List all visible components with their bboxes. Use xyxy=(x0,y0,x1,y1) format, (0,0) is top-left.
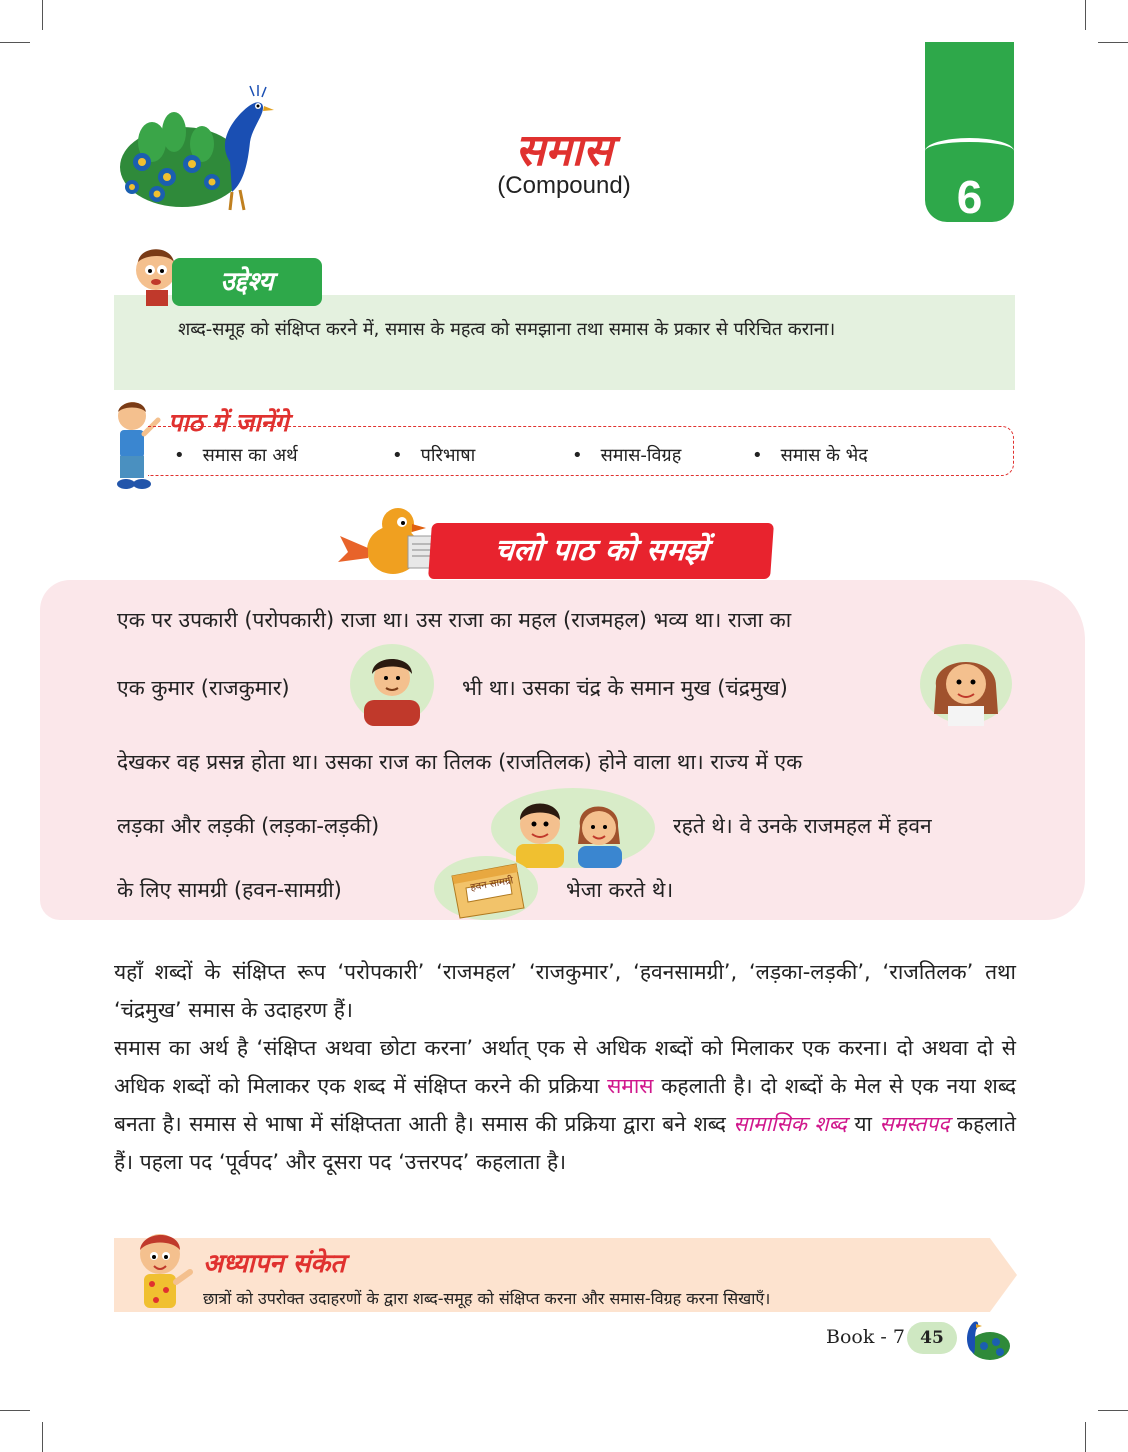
story-line: एक कुमार (राजकुमार) xyxy=(117,676,290,700)
teaching-hint-text: छात्रों को उपरोक्त उदाहरणों के द्वारा शब्द-समूह को संक्षिप्त करना और समास-विग्रह करना सिखाएँ। xyxy=(203,1289,771,1308)
paragraph-text: या xyxy=(854,1112,872,1136)
lesson-topic-item: • समास के भेद xyxy=(752,443,868,467)
story-line: भेजा करते थे। xyxy=(566,878,674,902)
peacock-small-icon xyxy=(956,1316,1012,1364)
term-samasik-shabd: सामासिक शब्द xyxy=(733,1112,847,1136)
crop-mark xyxy=(1098,42,1128,43)
teaching-hint-label: अध्यापन संकेत xyxy=(203,1249,346,1279)
tab-divider xyxy=(925,138,1014,164)
chapter-tab xyxy=(925,42,1014,222)
term-samastpad: समस्तपद xyxy=(879,1112,950,1136)
chapter-number: 6 xyxy=(956,171,983,223)
lesson-topic-item: • परिभाषा xyxy=(392,443,475,467)
moon-face-girl-illustration xyxy=(918,642,1014,726)
crop-mark xyxy=(1085,0,1086,30)
term-samas: समास xyxy=(607,1074,654,1098)
lesson-topic-item: • समास-विग्रह xyxy=(572,443,681,467)
prince-illustration xyxy=(348,642,436,726)
story-line: रहते थे। वे उनके राजमहल में हवन xyxy=(673,814,932,838)
story-line: लड़का और लड़की (लड़का-लड़की) xyxy=(117,814,380,838)
paragraph-text: कहलाते हैं। पहला पद ‘पूर्वपद’ और दूसरा पद ‘उत्तरपद’ कहलाता है। xyxy=(114,1112,1016,1174)
explanation-paragraph-1: यहाँ शब्दों के संक्षिप्त रूप ‘परोपकारी’ ‘राजमहल’ ‘राजकुमार’, ‘हवनसामग्री’, ‘लड़का-लड़की’, ‘राजतिलक’ तथा ‘चंद्रमुख’ समास के उदाहरण हैं। xyxy=(114,960,1016,1022)
lesson-topic-item: • समास का अर्थ xyxy=(174,443,298,467)
lesson-topics-label: पाठ में जानेंगे xyxy=(168,408,289,437)
story-line: भी था। उसका चंद्र के समान मुख (चंद्रमुख) xyxy=(462,676,788,700)
crop-mark xyxy=(0,1410,30,1411)
crop-mark xyxy=(42,1422,43,1452)
story-line: देखकर वह प्रसन्न होता था। उसका राज का तिलक (राजतिलक) होने वाला था। राज्य में एक xyxy=(117,750,803,774)
understand-lesson-banner: चलो पाठ को समझें xyxy=(428,523,774,579)
paragraph-text: कहलाती है। दो शब्दों के मेल से एक नया शब्द बनता है। समास से भाषा में संक्षिप्तता आती है। समास की प्रक्रिया द्वारा बने शब्द xyxy=(114,1074,1016,1136)
book-label: Book - 7 xyxy=(826,1326,905,1348)
explanation-paragraph-2 xyxy=(114,1029,1016,1181)
bird-reading-icon xyxy=(338,500,438,582)
objective-label: उद्देश्य xyxy=(172,258,322,306)
objective-text: शब्द-समूह को संक्षिप्त करने में, समास के महत्व को समझाना तथा समास के प्रकार से परिचित कराना। xyxy=(178,319,836,340)
chapter-title: समास xyxy=(515,125,613,176)
story-line: एक पर उपकारी (परोपकारी) राजा था। उस राजा का महल (राजमहल) भव्य था। राजा का xyxy=(117,608,792,632)
crop-mark xyxy=(0,42,30,43)
crop-mark xyxy=(1085,1422,1086,1452)
paragraph-text: समास का अर्थ है ‘संक्षिप्त अथवा छोटा करना’ अर्थात् एक से अधिक शब्दों को मिलाकर एक करना। दो अथवा दो से अधिक शब्दों को मिलाकर एक शब्द में संक्षिप्त करने की प्रक्रिया xyxy=(114,1036,1016,1098)
crop-mark xyxy=(1098,1410,1128,1411)
boy-waving-icon xyxy=(130,1228,198,1314)
packet-label: हवन सामग्री xyxy=(469,875,515,894)
crop-mark xyxy=(42,0,43,30)
chapter-subtitle: (Compound) xyxy=(497,172,631,199)
page-number: 45 xyxy=(907,1322,957,1354)
story-line: के लिए सामग्री (हवन-सामग्री) xyxy=(117,878,342,902)
